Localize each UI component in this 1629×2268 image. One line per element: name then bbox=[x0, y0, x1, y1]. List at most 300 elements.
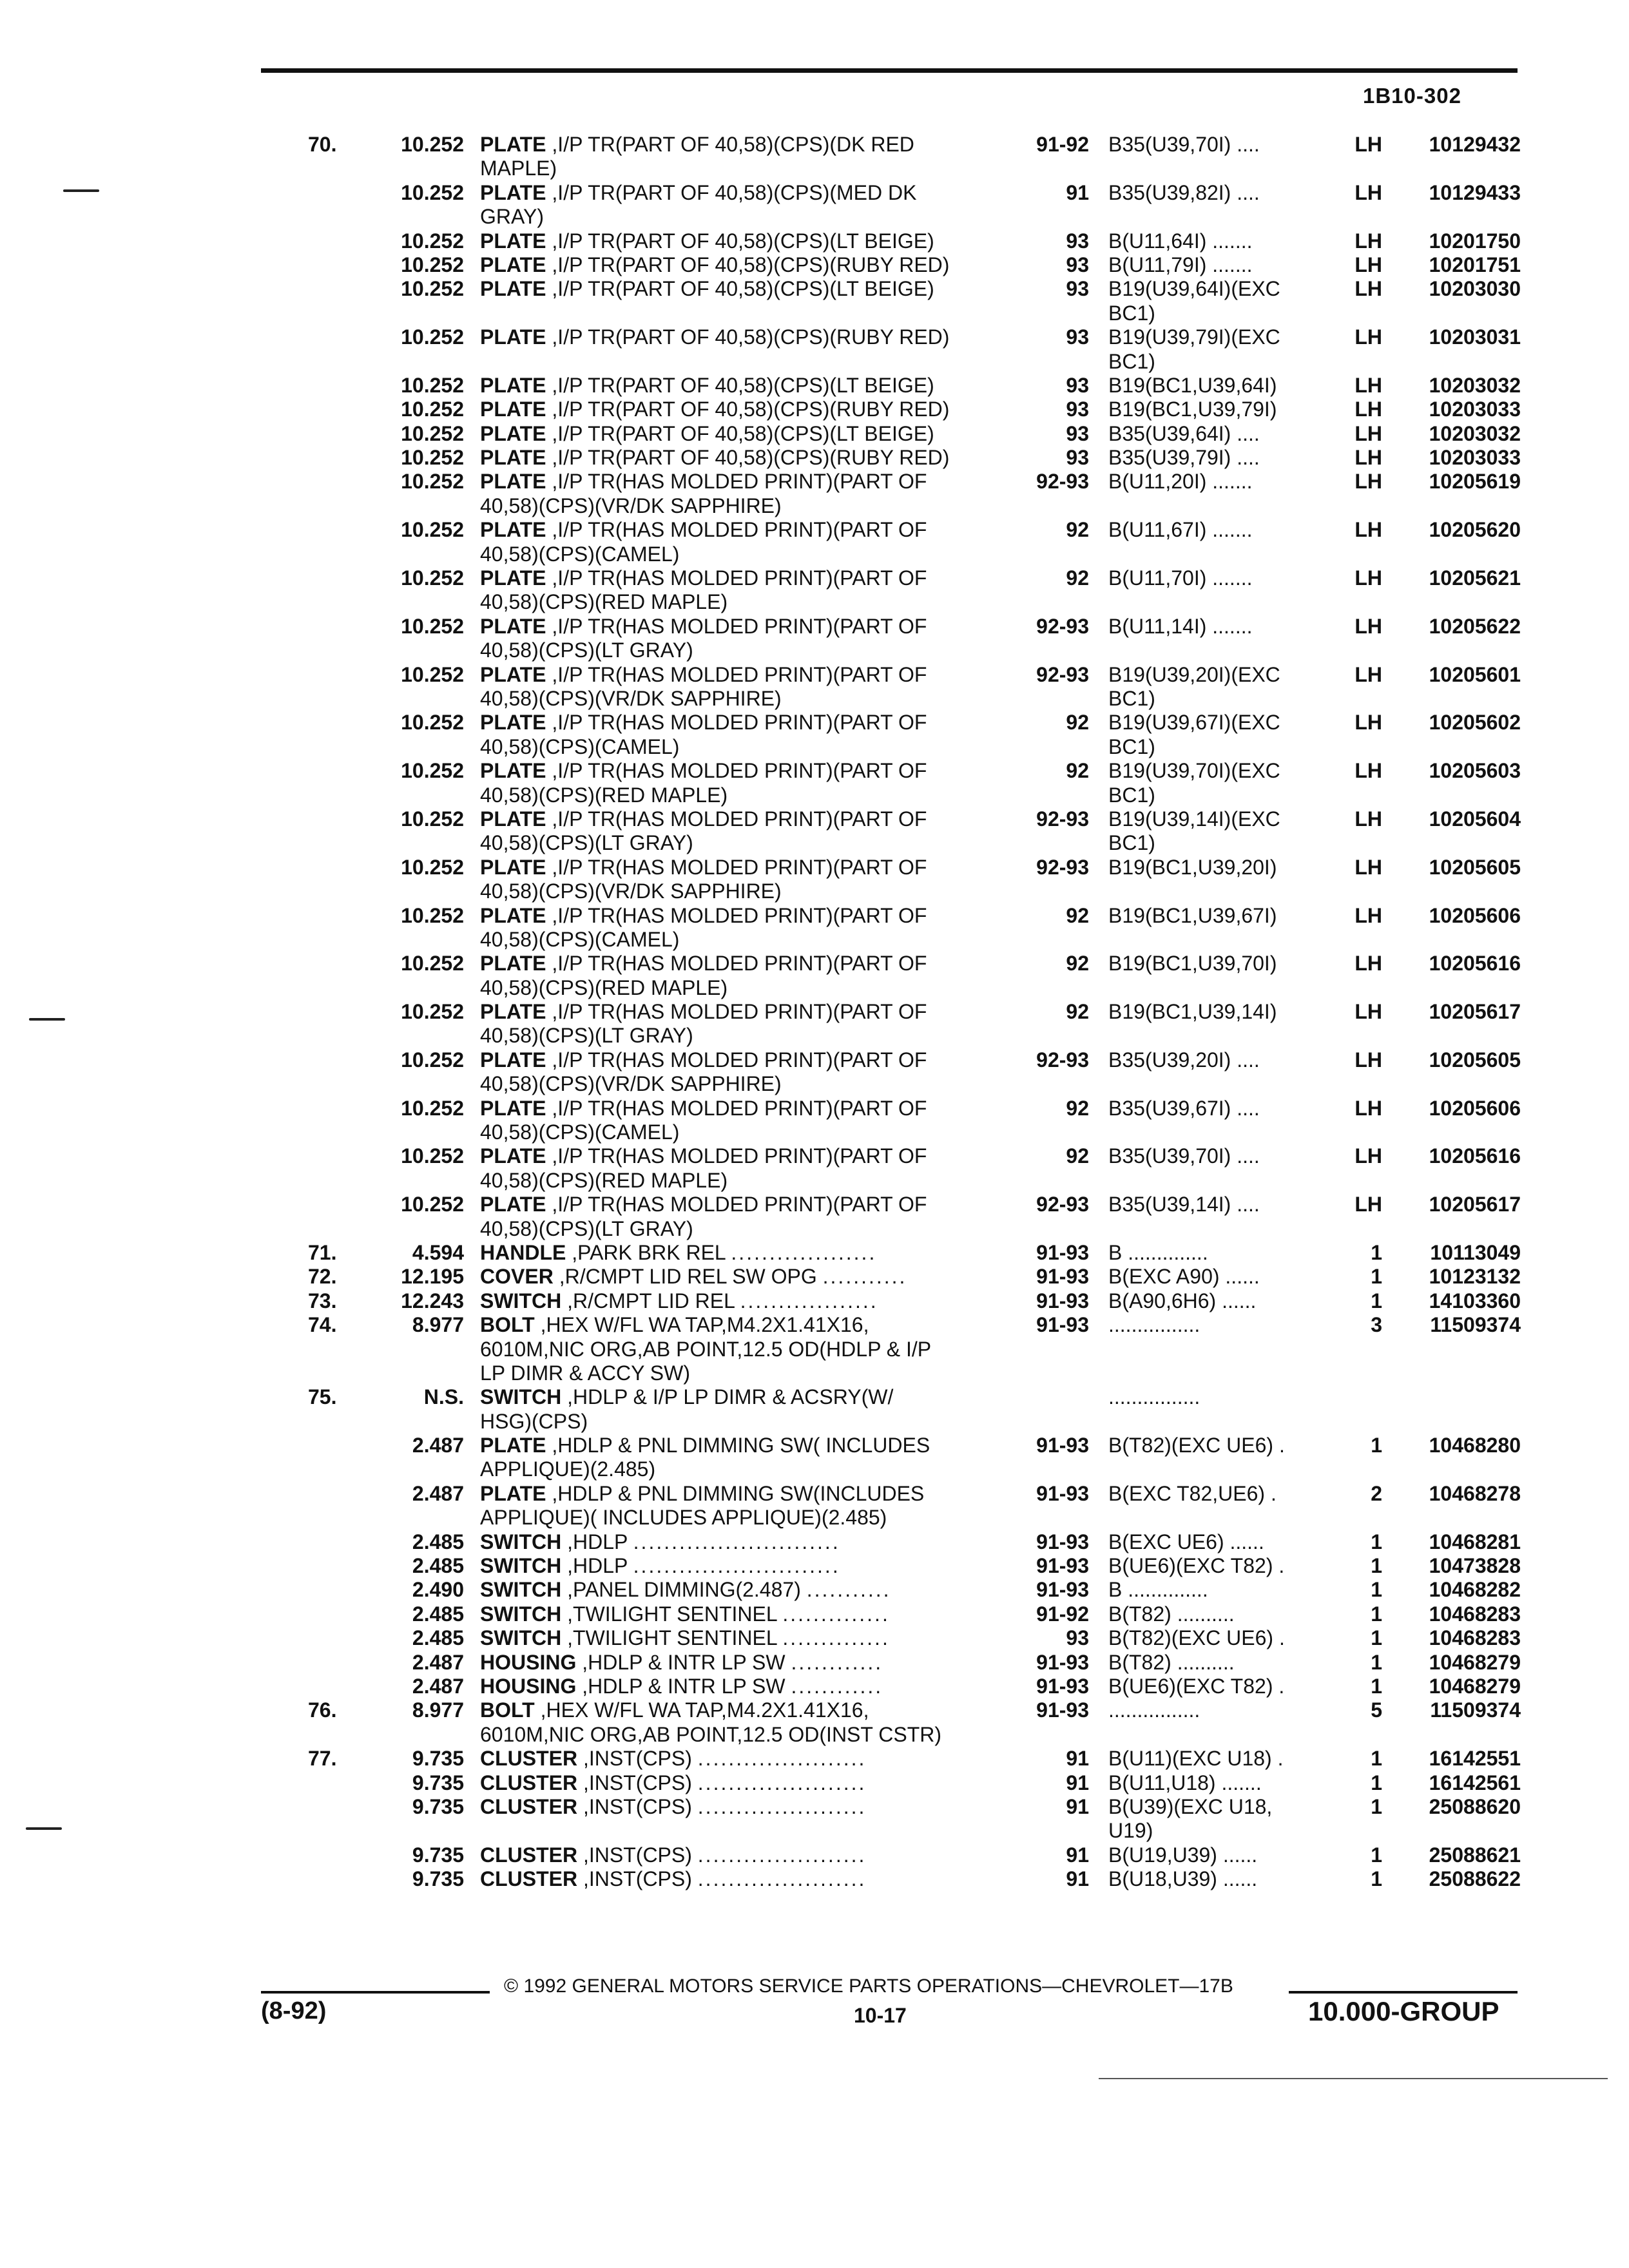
model-usage: B35(U39,70I) .... bbox=[1108, 1144, 1260, 1168]
table-row bbox=[0, 229, 1629, 253]
quantity: LH bbox=[1354, 1048, 1382, 1072]
model-usage: B35(U39,79I) .... bbox=[1108, 446, 1260, 470]
group-number: 10.252 bbox=[401, 277, 464, 301]
table-row bbox=[0, 1506, 1629, 1530]
part-name: PLATE bbox=[480, 253, 546, 276]
part-description bbox=[480, 1602, 1008, 1626]
model-usage: B(U11,64I) ....... bbox=[1108, 229, 1253, 253]
part-description bbox=[480, 1193, 1008, 1216]
group-number: 10.252 bbox=[401, 518, 464, 542]
table-row bbox=[0, 904, 1629, 928]
part-detail: APPLIQUE)( INCLUDES APPLIQUE)(2.485) bbox=[480, 1506, 887, 1530]
part-description bbox=[480, 277, 1008, 301]
table-row bbox=[0, 1410, 1629, 1434]
part-description bbox=[480, 904, 1008, 928]
table-row bbox=[0, 879, 1629, 903]
part-number: 10205606 bbox=[1429, 903, 1521, 927]
part-number: 10203033 bbox=[1429, 398, 1521, 421]
footer-group: 10.000-GROUP bbox=[1308, 1996, 1499, 2026]
part-name: PLATE bbox=[480, 518, 546, 542]
part-detail: ,HEX W/FL WA TAP,M4.2X1.41X16, bbox=[534, 1313, 869, 1337]
part-number: 10113049 bbox=[1430, 1240, 1521, 1264]
part-description bbox=[480, 856, 1008, 879]
part-name: PLATE bbox=[480, 1000, 546, 1024]
part-number: 10129432 bbox=[1429, 133, 1521, 156]
footer-rule-right bbox=[1289, 1991, 1518, 1994]
quantity: 2 bbox=[1371, 1481, 1382, 1505]
quantity: 1 bbox=[1371, 1240, 1382, 1264]
part-description bbox=[480, 1698, 1008, 1722]
table-row bbox=[0, 711, 1629, 735]
part-detail: 40,58)(CPS)(LT GRAY) bbox=[480, 639, 693, 662]
part-number: 25088622 bbox=[1429, 1867, 1521, 1891]
model-usage: B(U19,U39) ...... bbox=[1108, 1843, 1258, 1867]
dot-leader: .............. bbox=[782, 1602, 890, 1626]
part-name: CLUSTER bbox=[480, 1747, 578, 1771]
part-description bbox=[480, 566, 1008, 590]
model-usage: B19(U39,14I)(EXC bbox=[1108, 807, 1280, 831]
model-usage: B19(BC1,U39,64I) bbox=[1108, 373, 1277, 397]
model-years: 91-93 bbox=[1036, 1481, 1089, 1505]
model-years: 92 bbox=[1066, 711, 1089, 735]
part-number: 10468280 bbox=[1429, 1434, 1521, 1457]
model-usage: B(U39)(EXC U18, bbox=[1108, 1794, 1273, 1818]
part-number: 10205616 bbox=[1429, 1144, 1521, 1168]
part-detail: ,I/P TR(HAS MOLDED PRINT)(PART OF bbox=[546, 1144, 927, 1168]
group-number: 8.977 bbox=[412, 1698, 464, 1722]
part-description bbox=[480, 1120, 1008, 1144]
group-number: N.S. bbox=[423, 1385, 464, 1409]
model-usage: B(A90,6H6) ...... bbox=[1108, 1289, 1257, 1312]
part-detail: 40,58)(CPS)(VR/DK SAPPHIRE) bbox=[480, 879, 782, 903]
group-number: 2.485 bbox=[412, 1626, 464, 1650]
part-number: 10468279 bbox=[1429, 1650, 1521, 1674]
part-name: SWITCH bbox=[480, 1530, 562, 1553]
part-detail: ,I/P TR(HAS MOLDED PRINT)(PART OF bbox=[546, 662, 927, 686]
group-number: 10.252 bbox=[401, 614, 464, 638]
part-description bbox=[480, 1795, 1008, 1819]
model-usage: B19(BC1,U39,14I) bbox=[1108, 1000, 1277, 1024]
quantity: 1 bbox=[1371, 1289, 1382, 1312]
table-row bbox=[0, 1024, 1629, 1048]
table-row bbox=[0, 133, 1629, 157]
quantity: LH bbox=[1354, 952, 1382, 975]
table-row bbox=[0, 759, 1629, 783]
part-description bbox=[480, 1410, 1008, 1434]
group-number: 10.252 bbox=[401, 1048, 464, 1072]
part-description bbox=[480, 1434, 1008, 1457]
table-row bbox=[0, 494, 1629, 518]
group-number: 10.252 bbox=[401, 1000, 464, 1024]
model-usage: B19(U39,64I)(EXC bbox=[1108, 277, 1280, 301]
model-usage: B35(U39,14I) .... bbox=[1108, 1193, 1260, 1216]
group-number: 2.485 bbox=[412, 1554, 464, 1578]
part-detail: LP DIMR & ACCY SW) bbox=[480, 1361, 690, 1385]
group-number: 10.252 bbox=[401, 1144, 464, 1168]
model-years: 92-93 bbox=[1036, 614, 1089, 638]
table-row bbox=[0, 1747, 1629, 1771]
part-description bbox=[480, 1000, 1008, 1024]
part-number: 10205619 bbox=[1429, 470, 1521, 494]
part-number: 10203031 bbox=[1429, 325, 1521, 349]
part-name: PLATE bbox=[480, 229, 546, 253]
part-detail: ,I/P TR(PART OF 40,58)(CPS)(RUBY RED) bbox=[546, 325, 950, 349]
model-usage: B35(U39,64I) .... bbox=[1108, 421, 1260, 445]
model-years: 92 bbox=[1066, 1096, 1089, 1120]
table-row bbox=[0, 928, 1629, 952]
model-usage: B35(U39,70I) .... bbox=[1108, 133, 1260, 156]
part-description bbox=[480, 615, 1008, 639]
part-description bbox=[480, 133, 1008, 157]
part-detail: ,INST(CPS) bbox=[577, 1794, 698, 1818]
quantity: 1 bbox=[1371, 1843, 1382, 1867]
part-detail: ,I/P TR(PART OF 40,58)(CPS)(LT BEIGE) bbox=[546, 421, 934, 445]
part-detail: ,I/P TR(HAS MOLDED PRINT)(PART OF bbox=[546, 1096, 927, 1120]
group-number: 2.487 bbox=[412, 1434, 464, 1457]
quantity: 1 bbox=[1371, 1434, 1382, 1457]
table-row bbox=[0, 1771, 1629, 1795]
part-detail: 40,58)(CPS)(CAMEL) bbox=[480, 735, 680, 758]
table-row bbox=[0, 325, 1629, 349]
model-years: 92 bbox=[1066, 1144, 1089, 1168]
model-years: 93 bbox=[1066, 421, 1089, 445]
model-years: 93 bbox=[1066, 253, 1089, 276]
group-number: 10.252 bbox=[401, 759, 464, 783]
table-row bbox=[0, 1602, 1629, 1626]
model-usage: B(UE6)(EXC T82) . bbox=[1108, 1675, 1285, 1698]
group-number: 12.243 bbox=[401, 1289, 464, 1312]
part-detail: ,HDLP bbox=[561, 1554, 633, 1578]
model-years: 91-93 bbox=[1036, 1650, 1089, 1674]
model-usage: B(EXC T82,UE6) . bbox=[1108, 1481, 1277, 1505]
bottom-rule bbox=[1099, 2078, 1608, 2079]
part-description bbox=[480, 1482, 1008, 1506]
part-detail: 40,58)(CPS)(VR/DK SAPPHIRE) bbox=[480, 494, 782, 517]
quantity: LH bbox=[1354, 470, 1382, 494]
table-row bbox=[0, 1072, 1629, 1096]
dot-leader: .................. bbox=[740, 1289, 878, 1312]
part-detail: ,I/P TR(PART OF 40,58)(CPS)(MED DK bbox=[546, 180, 917, 204]
part-detail: ,I/P TR(HAS MOLDED PRINT)(PART OF bbox=[546, 952, 927, 975]
group-number: 10.252 bbox=[401, 421, 464, 445]
quantity: LH bbox=[1354, 1193, 1382, 1216]
table-row bbox=[0, 1723, 1629, 1747]
group-number: 10.252 bbox=[401, 398, 464, 421]
quantity: LH bbox=[1354, 566, 1382, 590]
model-usage: B(T82)(EXC UE6) . bbox=[1108, 1626, 1285, 1650]
part-number: 10205622 bbox=[1429, 614, 1521, 638]
dot-leader: ................... bbox=[731, 1240, 877, 1264]
model-years: 92 bbox=[1066, 566, 1089, 590]
part-description bbox=[480, 1097, 1008, 1120]
table-row bbox=[0, 1698, 1629, 1722]
model-years: 91 bbox=[1066, 1843, 1089, 1867]
table-row bbox=[0, 1867, 1629, 1891]
part-number: 10205604 bbox=[1429, 807, 1521, 831]
table-row bbox=[0, 831, 1629, 855]
model-usage: B(EXC UE6) ...... bbox=[1108, 1530, 1264, 1553]
table-row bbox=[0, 1819, 1629, 1843]
ref-number: 76. bbox=[308, 1698, 337, 1722]
group-number: 4.594 bbox=[412, 1240, 464, 1264]
part-number: 16142551 bbox=[1429, 1747, 1521, 1771]
part-name: SWITCH bbox=[480, 1578, 562, 1602]
dot-leader: ........................... bbox=[633, 1530, 840, 1553]
part-name: PLATE bbox=[480, 759, 546, 783]
part-number: 10205605 bbox=[1429, 1048, 1521, 1072]
table-row bbox=[0, 157, 1629, 180]
part-description bbox=[480, 1217, 1008, 1241]
part-detail: ,I/P TR(HAS MOLDED PRINT)(PART OF bbox=[546, 614, 927, 638]
part-description bbox=[480, 759, 1008, 783]
part-number: 10205602 bbox=[1429, 711, 1521, 735]
part-number: 25088621 bbox=[1429, 1843, 1521, 1867]
group-number: 9.735 bbox=[412, 1771, 464, 1794]
model-usage: BC1) bbox=[1108, 349, 1155, 373]
group-number: 2.490 bbox=[412, 1578, 464, 1602]
model-usage: B .............. bbox=[1108, 1240, 1208, 1264]
model-usage: ................ bbox=[1108, 1698, 1200, 1722]
model-years: 91-93 bbox=[1036, 1675, 1089, 1698]
model-usage: B19(U39,79I)(EXC bbox=[1108, 325, 1280, 349]
table-row bbox=[0, 1434, 1629, 1457]
group-number: 2.485 bbox=[412, 1530, 464, 1553]
part-number: 10203032 bbox=[1429, 373, 1521, 397]
part-description bbox=[480, 1289, 1008, 1313]
part-name: PLATE bbox=[480, 133, 546, 156]
table-row bbox=[0, 1097, 1629, 1120]
model-usage: B(T82)(EXC UE6) . bbox=[1108, 1434, 1285, 1457]
model-usage: B19(BC1,U39,79I) bbox=[1108, 398, 1277, 421]
quantity: LH bbox=[1354, 421, 1382, 445]
table-row bbox=[0, 422, 1629, 446]
quantity: LH bbox=[1354, 711, 1382, 735]
part-detail: ,I/P TR(PART OF 40,58)(CPS)(LT BEIGE) bbox=[546, 229, 934, 253]
part-number: 10205606 bbox=[1429, 1096, 1521, 1120]
part-number: 10468282 bbox=[1429, 1578, 1521, 1602]
group-number: 10.252 bbox=[401, 1096, 464, 1120]
quantity: 1 bbox=[1371, 1650, 1382, 1674]
model-usage: B(U11,79I) ....... bbox=[1108, 253, 1253, 276]
part-detail: ,HDLP & INTR LP SW bbox=[576, 1675, 791, 1698]
part-name: PLATE bbox=[480, 566, 546, 590]
model-usage: ................ bbox=[1108, 1313, 1200, 1337]
model-usage: BC1) bbox=[1108, 735, 1155, 758]
table-row bbox=[0, 1313, 1629, 1337]
part-detail: ,INST(CPS) bbox=[577, 1843, 698, 1867]
part-detail: 6010M,NIC ORG,AB POINT,12.5 OD(HDLP & I/P bbox=[480, 1337, 932, 1361]
part-description bbox=[480, 831, 1008, 855]
part-number: 25088620 bbox=[1429, 1794, 1521, 1818]
ref-number: 74. bbox=[308, 1313, 337, 1337]
table-row bbox=[0, 1241, 1629, 1265]
table-row bbox=[0, 1651, 1629, 1675]
model-years: 93 bbox=[1066, 398, 1089, 421]
part-name: PLATE bbox=[480, 662, 546, 686]
part-detail: ,I/P TR(HAS MOLDED PRINT)(PART OF bbox=[546, 807, 927, 831]
part-description bbox=[480, 807, 1008, 831]
quantity: LH bbox=[1354, 446, 1382, 470]
model-years: 91-93 bbox=[1036, 1554, 1089, 1578]
model-years: 91-93 bbox=[1036, 1578, 1089, 1602]
model-usage: B(EXC A90) ...... bbox=[1108, 1265, 1260, 1289]
part-description bbox=[480, 1747, 1008, 1771]
group-number: 10.252 bbox=[401, 229, 464, 253]
part-description bbox=[480, 687, 1008, 711]
part-number: 10203033 bbox=[1429, 446, 1521, 470]
part-description bbox=[480, 639, 1008, 662]
dot-leader: ........................... bbox=[633, 1554, 840, 1578]
quantity: LH bbox=[1354, 759, 1382, 783]
part-name: HANDLE bbox=[480, 1240, 566, 1264]
quantity: 1 bbox=[1371, 1867, 1382, 1891]
part-detail: 40,58)(CPS)(CAMEL) bbox=[480, 927, 680, 951]
table-row bbox=[0, 374, 1629, 398]
table-row bbox=[0, 1675, 1629, 1698]
table-row bbox=[0, 663, 1629, 687]
quantity: LH bbox=[1354, 253, 1382, 276]
part-name: PLATE bbox=[480, 1048, 546, 1072]
part-name: SWITCH bbox=[480, 1554, 562, 1578]
table-row bbox=[0, 615, 1629, 639]
ref-number: 73. bbox=[308, 1289, 337, 1312]
part-name: PLATE bbox=[480, 421, 546, 445]
part-name: PLATE bbox=[480, 711, 546, 735]
part-description bbox=[480, 1457, 1008, 1481]
model-usage: B19(U39,70I)(EXC bbox=[1108, 759, 1280, 783]
part-number: 10205620 bbox=[1429, 518, 1521, 542]
model-usage: B19(U39,20I)(EXC bbox=[1108, 662, 1280, 686]
part-description bbox=[480, 1723, 1008, 1747]
quantity: LH bbox=[1354, 133, 1382, 156]
group-number: 10.252 bbox=[401, 566, 464, 590]
part-number: 10473828 bbox=[1429, 1554, 1521, 1578]
top-rule bbox=[261, 68, 1518, 73]
dot-leader: ............ bbox=[791, 1675, 883, 1698]
group-number: 10.252 bbox=[401, 325, 464, 349]
parts-table bbox=[0, 133, 1629, 1892]
part-description bbox=[480, 374, 1008, 398]
model-usage: B .............. bbox=[1108, 1578, 1208, 1602]
model-years: 92 bbox=[1066, 1000, 1089, 1024]
quantity: 1 bbox=[1371, 1747, 1382, 1771]
part-name: SWITCH bbox=[480, 1385, 562, 1409]
table-row bbox=[0, 350, 1629, 374]
part-number: 10205617 bbox=[1429, 1193, 1521, 1216]
part-description bbox=[480, 398, 1008, 421]
part-detail: ,HDLP bbox=[561, 1530, 633, 1553]
table-row bbox=[0, 1338, 1629, 1361]
part-number: 10468283 bbox=[1429, 1602, 1521, 1626]
model-years: 91-92 bbox=[1036, 133, 1089, 156]
part-detail: ,I/P TR(PART OF 40,58)(CPS)(LT BEIGE) bbox=[546, 277, 934, 301]
quantity: 1 bbox=[1371, 1554, 1382, 1578]
part-detail: ,I/P TR(HAS MOLDED PRINT)(PART OF bbox=[546, 1193, 927, 1216]
part-detail: ,I/P TR(HAS MOLDED PRINT)(PART OF bbox=[546, 711, 927, 735]
model-years: 92-93 bbox=[1036, 807, 1089, 831]
model-years: 92-93 bbox=[1036, 1193, 1089, 1216]
model-usage: ................ bbox=[1108, 1385, 1200, 1409]
part-description bbox=[480, 1626, 1008, 1650]
table-row bbox=[0, 470, 1629, 494]
table-row bbox=[0, 952, 1629, 975]
model-usage: B(U11,70I) ....... bbox=[1108, 566, 1253, 590]
table-row bbox=[0, 1000, 1629, 1024]
part-number: 16142561 bbox=[1429, 1771, 1521, 1794]
part-description bbox=[480, 470, 1008, 494]
part-number: 14103360 bbox=[1429, 1289, 1521, 1312]
part-description bbox=[480, 1651, 1008, 1675]
copyright-line: © 1992 GENERAL MOTORS SERVICE PARTS OPERATIONS—CHEVROLET—17B bbox=[504, 1975, 1233, 1997]
model-usage: B(U11,20I) ....... bbox=[1108, 470, 1253, 494]
model-usage: B(T82) .......... bbox=[1108, 1602, 1235, 1626]
group-number: 10.252 bbox=[401, 446, 464, 470]
quantity: LH bbox=[1354, 855, 1382, 879]
part-name: COVER bbox=[480, 1265, 554, 1289]
part-detail: 40,58)(CPS)(LT GRAY) bbox=[480, 831, 693, 855]
model-usage: B35(U39,67I) .... bbox=[1108, 1096, 1260, 1120]
part-description bbox=[480, 928, 1008, 952]
table-row bbox=[0, 1120, 1629, 1144]
group-number: 10.252 bbox=[401, 1193, 464, 1216]
model-years: 92 bbox=[1066, 759, 1089, 783]
table-row bbox=[0, 1626, 1629, 1650]
part-description bbox=[480, 1169, 1008, 1193]
part-detail: ,I/P TR(HAS MOLDED PRINT)(PART OF bbox=[546, 518, 927, 542]
quantity: LH bbox=[1354, 1096, 1382, 1120]
part-number: 10201750 bbox=[1429, 229, 1521, 253]
model-usage: B(U11)(EXC U18) . bbox=[1108, 1747, 1284, 1771]
dot-leader: ...................... bbox=[697, 1771, 867, 1794]
model-years: 91 bbox=[1066, 1747, 1089, 1771]
quantity: LH bbox=[1354, 373, 1382, 397]
quantity: 1 bbox=[1371, 1578, 1382, 1602]
group-number: 9.735 bbox=[412, 1794, 464, 1818]
part-detail: ,HDLP & PNL DIMMING SW(INCLUDES bbox=[546, 1481, 925, 1505]
model-usage: B35(U39,82I) .... bbox=[1108, 180, 1260, 204]
part-description bbox=[480, 205, 1008, 229]
quantity: 5 bbox=[1371, 1698, 1382, 1722]
group-number: 10.252 bbox=[401, 807, 464, 831]
part-description bbox=[480, 1675, 1008, 1698]
table-row bbox=[0, 639, 1629, 662]
table-row bbox=[0, 807, 1629, 831]
model-years: 91 bbox=[1066, 1771, 1089, 1794]
part-description bbox=[480, 543, 1008, 566]
dot-leader: ...................... bbox=[697, 1867, 867, 1891]
part-description bbox=[480, 1530, 1008, 1554]
part-name: HOUSING bbox=[480, 1650, 577, 1674]
part-description bbox=[480, 879, 1008, 903]
part-description bbox=[480, 1771, 1008, 1795]
model-years: 91-93 bbox=[1036, 1265, 1089, 1289]
part-detail: ,HDLP & I/P LP DIMR & ACSRY(W/ bbox=[561, 1385, 894, 1409]
part-name: PLATE bbox=[480, 180, 546, 204]
dot-leader: ...................... bbox=[697, 1794, 867, 1818]
part-name: PLATE bbox=[480, 325, 546, 349]
part-detail: APPLIQUE)(2.485) bbox=[480, 1457, 656, 1481]
part-name: CLUSTER bbox=[480, 1771, 578, 1794]
model-usage: BC1) bbox=[1108, 686, 1155, 710]
quantity: 1 bbox=[1371, 1530, 1382, 1553]
part-number: 10205616 bbox=[1429, 952, 1521, 975]
part-detail: ,I/P TR(PART OF 40,58)(CPS)(DK RED bbox=[546, 133, 914, 156]
part-number: 10468281 bbox=[1429, 1530, 1521, 1553]
table-row bbox=[0, 1169, 1629, 1193]
table-row bbox=[0, 1578, 1629, 1602]
quantity: 3 bbox=[1371, 1313, 1382, 1337]
part-detail: ,TWILIGHT SENTINEL bbox=[561, 1626, 783, 1650]
